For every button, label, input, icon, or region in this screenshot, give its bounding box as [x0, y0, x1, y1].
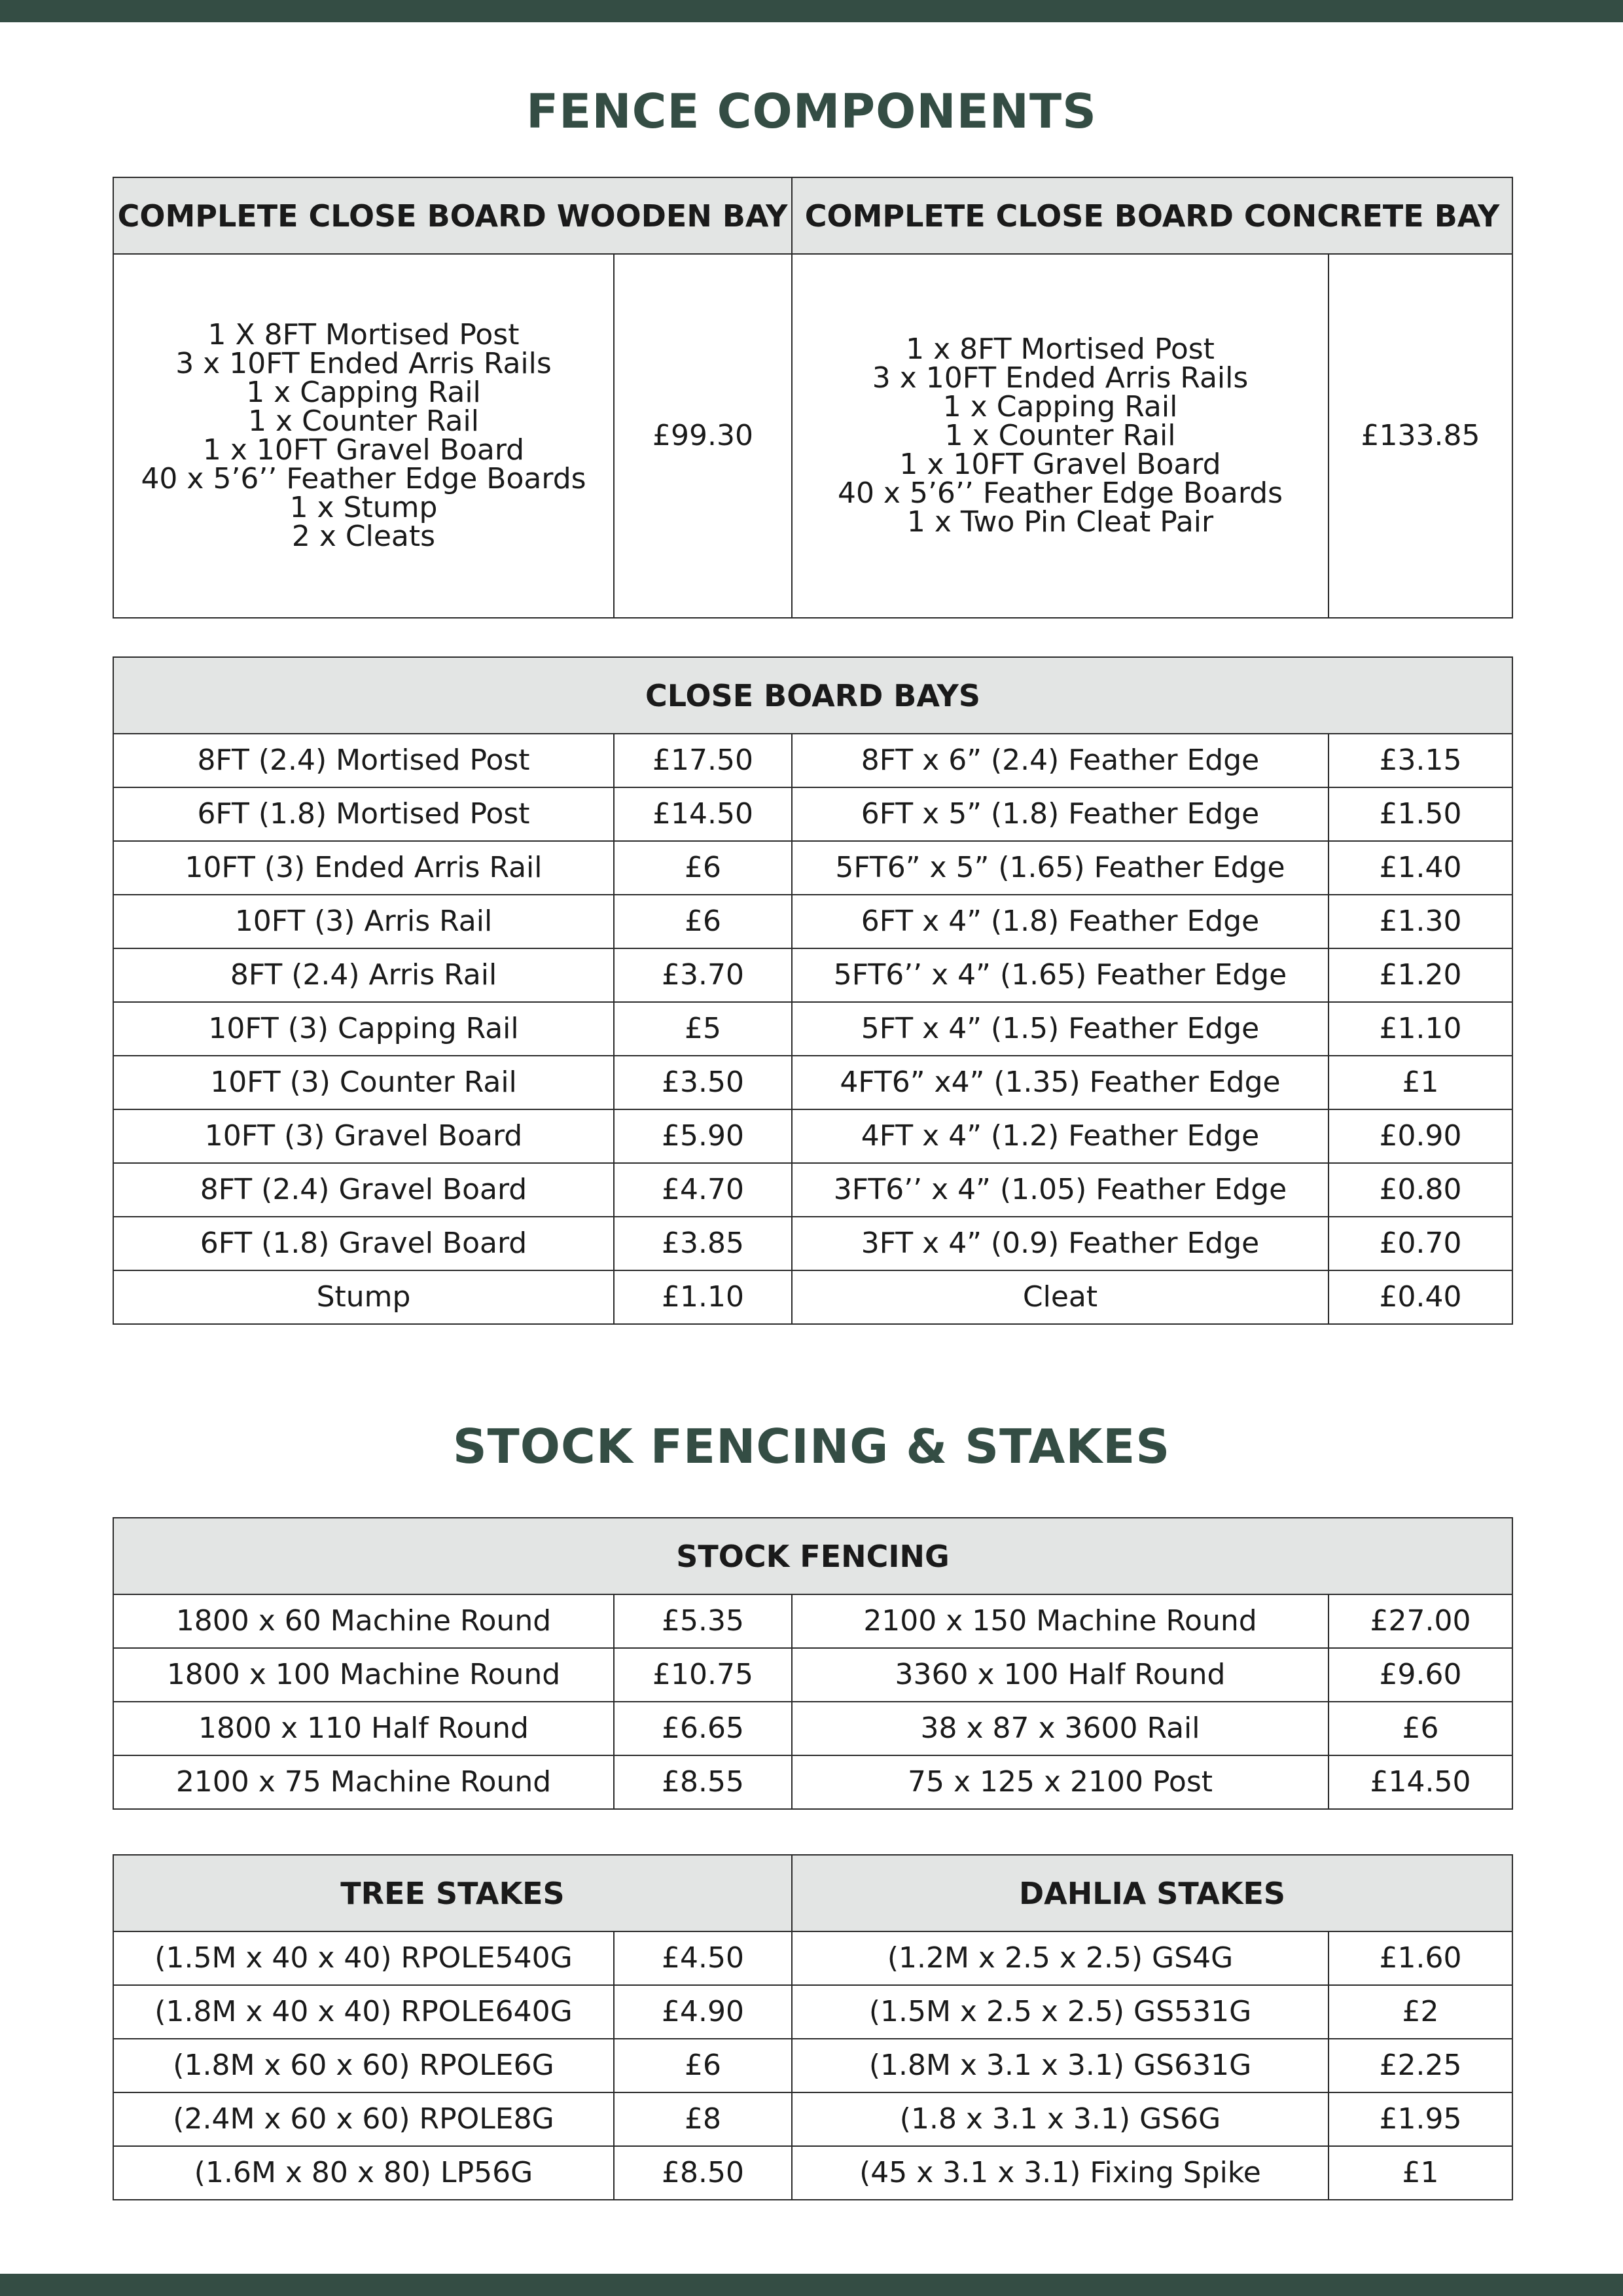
- item-name: 8FT (2.4) Gravel Board: [113, 1163, 614, 1217]
- item-price: £5.90: [614, 1109, 792, 1163]
- item-name: 4FT x 4” (1.2) Feather Edge: [792, 1109, 1329, 1163]
- item-name: 3FT6’’ x 4” (1.05) Feather Edge: [792, 1163, 1329, 1217]
- item-price: £0.90: [1329, 1109, 1512, 1163]
- list-item: 1 X 8FT Mortised Post: [207, 318, 520, 351]
- item-price: £1.30: [1329, 895, 1512, 948]
- item-name: (1.6M x 80 x 80) LP56G: [113, 2146, 614, 2200]
- item-name: 10FT (3) Arris Rail: [113, 895, 614, 948]
- item-name: 1800 x 60 Machine Round: [113, 1594, 614, 1648]
- concrete-bay-price: £133.85: [1329, 254, 1512, 618]
- list-item: 1 x Counter Rail: [248, 404, 479, 438]
- table-row: [113, 2092, 1512, 2146]
- item-price: £8.50: [614, 2146, 792, 2200]
- item-price: £14.50: [1329, 1755, 1512, 1809]
- item-name: 6FT x 4” (1.8) Feather Edge: [792, 895, 1329, 948]
- item-name: (2.4M x 60 x 60) RPOLE8G: [113, 2092, 614, 2146]
- item-name: 38 x 87 x 3600 Rail: [792, 1702, 1329, 1755]
- close-board-bays-table: [113, 656, 1513, 1325]
- top-band: [0, 0, 1623, 22]
- wooden-bay-header: COMPLETE CLOSE BOARD WOODEN BAY: [113, 177, 792, 254]
- table-row: [113, 1755, 1512, 1809]
- table-row: [113, 1702, 1512, 1755]
- item-name: 5FT6’’ x 4” (1.65) Feather Edge: [792, 948, 1329, 1002]
- table-row: [113, 841, 1512, 895]
- item-name: 10FT (3) Capping Rail: [113, 1002, 614, 1056]
- bottom-band: [0, 2274, 1623, 2296]
- dahlia-stakes-header: DAHLIA STAKES: [792, 1855, 1512, 1931]
- list-item: 1 x Two Pin Cleat Pair: [906, 505, 1214, 539]
- item-name: (1.2M x 2.5 x 2.5) GS4G: [792, 1931, 1329, 1985]
- item-price: £6: [614, 2039, 792, 2092]
- item-price: £27.00: [1329, 1594, 1512, 1648]
- item-price: £1.50: [1329, 787, 1512, 841]
- list-item: 1 x Counter Rail: [944, 419, 1176, 452]
- item-name: (1.8M x 40 x 40) RPOLE640G: [113, 1985, 614, 2039]
- item-name: (1.5M x 2.5 x 2.5) GS531G: [792, 1985, 1329, 2039]
- table-row: [113, 1931, 1512, 1985]
- fence-components-title: FENCE COMPONENTS: [526, 84, 1097, 139]
- item-name: 3360 x 100 Half Round: [792, 1648, 1329, 1702]
- list-item: 3 x 10FT Ended Arris Rails: [872, 361, 1249, 395]
- concrete-bay-header: COMPLETE CLOSE BOARD CONCRETE BAY: [792, 177, 1512, 254]
- item-name: 8FT x 6” (2.4) Feather Edge: [792, 734, 1329, 787]
- item-name: 8FT (2.4) Arris Rail: [113, 948, 614, 1002]
- item-price: £6: [1329, 1702, 1512, 1755]
- item-price: £6: [614, 841, 792, 895]
- item-name: 5FT x 4” (1.5) Feather Edge: [792, 1002, 1329, 1056]
- wooden-bay-contents: [113, 254, 614, 618]
- item-price: £4.50: [614, 1931, 792, 1985]
- table-row: [113, 1985, 1512, 2039]
- item-price: £3.15: [1329, 734, 1512, 787]
- item-price: £1.10: [614, 1270, 792, 1324]
- item-price: £10.75: [614, 1648, 792, 1702]
- item-name: 1800 x 110 Half Round: [113, 1702, 614, 1755]
- item-name: 4FT6” x4” (1.35) Feather Edge: [792, 1056, 1329, 1109]
- item-name: 5FT6” x 5” (1.65) Feather Edge: [792, 841, 1329, 895]
- item-name: 6FT (1.8) Mortised Post: [113, 787, 614, 841]
- stock-fencing-table: [113, 1517, 1513, 1810]
- table-row: [113, 1163, 1512, 1217]
- item-price: £1.60: [1329, 1931, 1512, 1985]
- item-price: £2: [1329, 1985, 1512, 2039]
- list-item: 1 x 10FT Gravel Board: [202, 433, 525, 467]
- item-name: Stump: [113, 1270, 614, 1324]
- item-name: 10FT (3) Gravel Board: [113, 1109, 614, 1163]
- item-name: 2100 x 75 Machine Round: [113, 1755, 614, 1809]
- item-price: £8.55: [614, 1755, 792, 1809]
- item-name: (1.8M x 60 x 60) RPOLE6G: [113, 2039, 614, 2092]
- list-item: 2 x Cleats: [291, 520, 436, 553]
- list-item: 3 x 10FT Ended Arris Rails: [175, 347, 552, 380]
- item-price: £6.65: [614, 1702, 792, 1755]
- item-price: £3.70: [614, 948, 792, 1002]
- table-row: [113, 1002, 1512, 1056]
- item-price: £0.70: [1329, 1217, 1512, 1270]
- item-name: 6FT (1.8) Gravel Board: [113, 1217, 614, 1270]
- table-row: [113, 1648, 1512, 1702]
- item-name: (1.8M x 3.1 x 3.1) GS631G: [792, 2039, 1329, 2092]
- close-board-bays-header: CLOSE BOARD BAYS: [113, 657, 1512, 734]
- list-item: 40 x 5’6’’ Feather Edge Boards: [141, 462, 586, 495]
- item-name: (1.5M x 40 x 40) RPOLE540G: [113, 1931, 614, 1985]
- wooden-bay-price: £99.30: [614, 254, 792, 618]
- table-row: [113, 2039, 1512, 2092]
- tree-stakes-header: TREE STAKES: [113, 1855, 792, 1931]
- stakes-table: [113, 1854, 1513, 2200]
- item-price: £1: [1329, 2146, 1512, 2200]
- item-price: £4.70: [614, 1163, 792, 1217]
- table-row: [113, 1109, 1512, 1163]
- item-name: 75 x 125 x 2100 Post: [792, 1755, 1329, 1809]
- table-row: [113, 948, 1512, 1002]
- table-row: [113, 1056, 1512, 1109]
- concrete-bay-contents: [792, 254, 1329, 618]
- table-row: [113, 1270, 1512, 1324]
- table-row: [113, 895, 1512, 948]
- item-price: £9.60: [1329, 1648, 1512, 1702]
- item-name: 1800 x 100 Machine Round: [113, 1648, 614, 1702]
- item-price: £0.40: [1329, 1270, 1512, 1324]
- item-name: (1.8 x 3.1 x 3.1) GS6G: [792, 2092, 1329, 2146]
- item-name: 2100 x 150 Machine Round: [792, 1594, 1329, 1648]
- item-price: £8: [614, 2092, 792, 2146]
- item-price: £4.90: [614, 1985, 792, 2039]
- list-item: 1 x Capping Rail: [246, 376, 481, 409]
- item-price: £1.40: [1329, 841, 1512, 895]
- table-row: [113, 1594, 1512, 1648]
- list-item: 1 x Stump: [289, 491, 438, 524]
- stock-fencing-header: STOCK FENCING: [113, 1518, 1512, 1594]
- table-row: [113, 1217, 1512, 1270]
- list-item: 1 x Capping Rail: [942, 390, 1178, 423]
- list-item: 40 x 5’6’’ Feather Edge Boards: [837, 476, 1283, 510]
- item-name: 10FT (3) Counter Rail: [113, 1056, 614, 1109]
- complete-bay-table: [113, 177, 1513, 619]
- item-name: 8FT (2.4) Mortised Post: [113, 734, 614, 787]
- item-name: 10FT (3) Ended Arris Rail: [113, 841, 614, 895]
- item-price: £2.25: [1329, 2039, 1512, 2092]
- item-price: £3.85: [614, 1217, 792, 1270]
- item-price: £1.20: [1329, 948, 1512, 1002]
- item-price: £1.10: [1329, 1002, 1512, 1056]
- item-price: £14.50: [614, 787, 792, 841]
- item-price: £3.50: [614, 1056, 792, 1109]
- table-row: [113, 2146, 1512, 2200]
- list-item: 1 x 8FT Mortised Post: [906, 332, 1215, 366]
- item-price: £5: [614, 1002, 792, 1056]
- item-price: £5.35: [614, 1594, 792, 1648]
- item-name: 3FT x 4” (0.9) Feather Edge: [792, 1217, 1329, 1270]
- table-row: [113, 734, 1512, 787]
- item-price: £17.50: [614, 734, 792, 787]
- list-item: 1 x 10FT Gravel Board: [899, 448, 1221, 481]
- stock-fencing-title: STOCK FENCING & STAKES: [452, 1419, 1171, 1474]
- item-name: 6FT x 5” (1.8) Feather Edge: [792, 787, 1329, 841]
- table-row: [113, 787, 1512, 841]
- item-price: £1: [1329, 1056, 1512, 1109]
- item-price: £6: [614, 895, 792, 948]
- item-price: £1.95: [1329, 2092, 1512, 2146]
- item-name: (45 x 3.1 x 3.1) Fixing Spike: [792, 2146, 1329, 2200]
- item-price: £0.80: [1329, 1163, 1512, 1217]
- item-name: Cleat: [792, 1270, 1329, 1324]
